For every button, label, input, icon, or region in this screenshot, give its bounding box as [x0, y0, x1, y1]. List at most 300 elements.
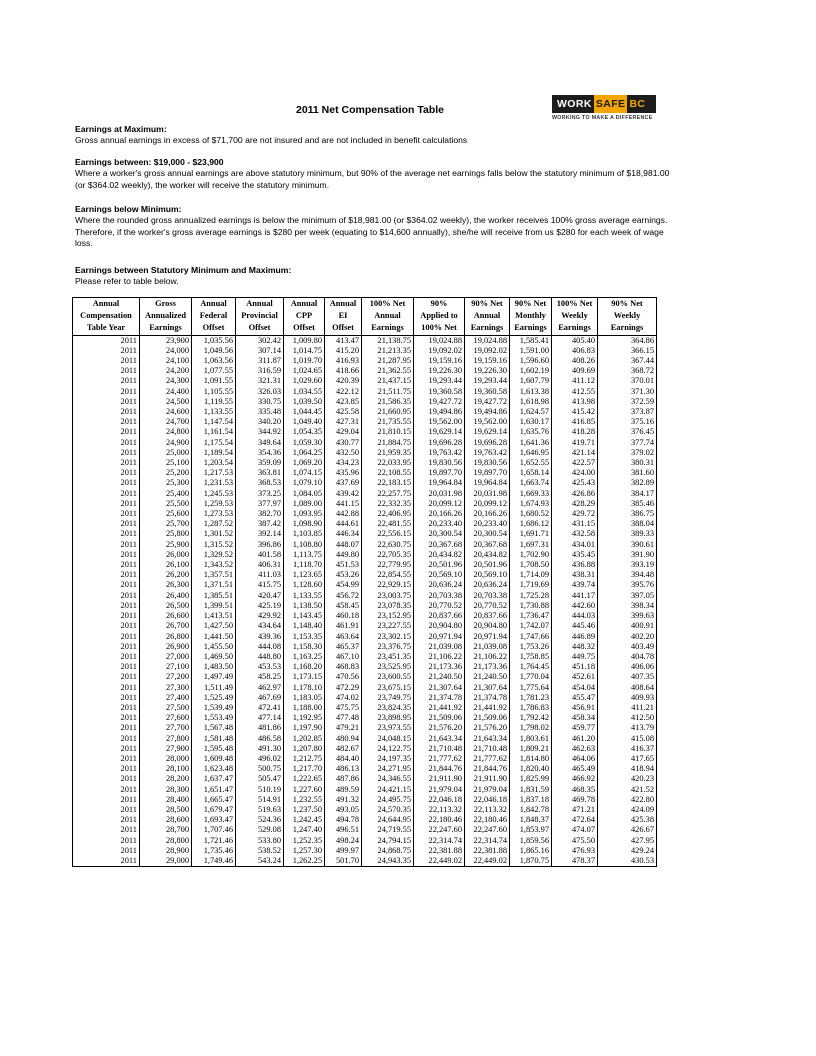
table-row — [73, 529, 657, 539]
table-cell: 462.97 — [236, 683, 284, 693]
table-cell: 1,686.12 — [510, 519, 552, 529]
table-cell: 27,000 — [140, 652, 192, 662]
table-cell: 20,837.66 — [465, 611, 510, 621]
table-cell: 20,501.96 — [465, 560, 510, 570]
table-cell: 1,469.50 — [192, 652, 236, 662]
table-cell: 24,100 — [140, 356, 192, 366]
table-cell: 19,494.86 — [414, 407, 465, 417]
table-cell: 21,509.06 — [465, 713, 510, 723]
table-cell: 20,367.68 — [465, 540, 510, 550]
table-cell: 2011 — [73, 764, 140, 774]
table-cell: 2011 — [73, 744, 140, 754]
column-header-line: Offset — [248, 323, 271, 333]
table-cell: 23,003.75 — [362, 591, 414, 601]
table-cell: 382.70 — [236, 509, 284, 519]
table-cell: 22,180.46 — [465, 815, 510, 825]
table-cell: 21,884.75 — [362, 438, 414, 448]
table-cell: 2011 — [73, 478, 140, 488]
table-cell: 23,824.35 — [362, 703, 414, 713]
table-cell: 1,089.00 — [284, 499, 325, 509]
table-cell: 2011 — [73, 662, 140, 672]
section-heading: Earnings between: $19,000 - $23,900 — [75, 157, 224, 167]
table-cell: 480.94 — [325, 734, 362, 744]
table-cell: 1,609.48 — [192, 754, 236, 764]
table-cell: 429.92 — [236, 611, 284, 621]
table-row — [73, 662, 657, 672]
table-cell: 26,500 — [140, 601, 192, 611]
table-cell: 21,039.08 — [465, 642, 510, 652]
table-row — [73, 642, 657, 652]
table-cell: 377.74 — [598, 438, 657, 448]
table-row — [73, 550, 657, 560]
table-cell: 1,163.25 — [284, 652, 325, 662]
table-cell: 21,509.06 — [414, 713, 465, 723]
table-cell: 21,844.76 — [465, 764, 510, 774]
table-cell: 23,600.55 — [362, 672, 414, 682]
section-text: Please refer to table below. — [75, 276, 179, 287]
table-cell: 1,798.02 — [510, 723, 552, 733]
table-cell: 1,831.59 — [510, 785, 552, 795]
table-cell: 21,911.90 — [414, 774, 465, 784]
table-cell: 424.09 — [598, 805, 657, 815]
table-cell: 1,343.52 — [192, 560, 236, 570]
table-cell: 1,413.51 — [192, 611, 236, 621]
table-cell: 1,113.75 — [284, 550, 325, 560]
table-cell: 23,973.55 — [362, 723, 414, 733]
table-cell: 1,059.30 — [284, 438, 325, 448]
table-cell: 2011 — [73, 550, 140, 560]
table-cell: 1,786.83 — [510, 703, 552, 713]
table-cell: 448.32 — [552, 642, 598, 652]
table-cell: 499.97 — [325, 846, 362, 856]
table-cell: 1,719.69 — [510, 580, 552, 590]
table-cell: 437.69 — [325, 478, 362, 488]
table-cell: 366.15 — [598, 346, 657, 356]
table-cell: 1,663.74 — [510, 478, 552, 488]
section-text: Where a worker's gross annual earnings are above statutory minimum, but 90% of the average net earnings falls below the statutory minimum of $18,981.00 (or $364.02 weekly), the worker will receive the statutory minimum. — [75, 168, 670, 190]
column-header-line: CPP — [295, 311, 313, 321]
table-row — [73, 397, 657, 407]
table-cell: 29,000 — [140, 856, 192, 867]
table-cell: 429.24 — [598, 846, 657, 856]
table-cell: 446.34 — [325, 529, 362, 539]
table-cell: 519.63 — [236, 805, 284, 815]
table-cell: 1,197.90 — [284, 723, 325, 733]
table-cell: 28,100 — [140, 764, 192, 774]
table-cell: 448.07 — [325, 540, 362, 550]
table-cell: 24,421.15 — [362, 785, 414, 795]
table-cell: 19,897.70 — [465, 468, 510, 478]
table-cell: 25,900 — [140, 540, 192, 550]
table-cell: 420.39 — [325, 376, 362, 386]
table-cell: 1,044.45 — [284, 407, 325, 417]
table-cell: 1,105.55 — [192, 387, 236, 397]
table-cell: 21,374.78 — [414, 693, 465, 703]
table-cell: 24,000 — [140, 346, 192, 356]
table-cell: 19,763.42 — [465, 448, 510, 458]
table-cell: 385.46 — [598, 499, 657, 509]
table-cell: 458.45 — [325, 601, 362, 611]
table-cell: 26,700 — [140, 621, 192, 631]
table-cell: 439.42 — [325, 489, 362, 499]
table-cell: 444.08 — [236, 642, 284, 652]
table-cell: 22,247.60 — [465, 825, 510, 835]
table-row — [73, 764, 657, 774]
table-cell: 2011 — [73, 601, 140, 611]
table-cell: 22,257.75 — [362, 489, 414, 499]
table-cell: 463.64 — [325, 632, 362, 642]
table-cell: 25,200 — [140, 468, 192, 478]
table-cell: 21,710.48 — [414, 744, 465, 754]
table-cell: 22,406.95 — [362, 509, 414, 519]
table-cell: 1,708.50 — [510, 560, 552, 570]
logo-tagline: WORKING TO MAKE A DIFFERENCE — [552, 115, 653, 121]
column-header-line: Annual — [374, 311, 401, 321]
table-cell: 1,865.16 — [510, 846, 552, 856]
column-header-line: Earnings — [470, 323, 504, 333]
column-header-line: 100% Net — [369, 299, 406, 308]
table-cell: 26,300 — [140, 580, 192, 590]
table-cell: 24,600 — [140, 407, 192, 417]
table-cell: 2011 — [73, 611, 140, 621]
table-cell: 21,660.95 — [362, 407, 414, 417]
table-cell: 406.31 — [236, 560, 284, 570]
table-cell: 444.03 — [552, 611, 598, 621]
table-cell: 2011 — [73, 693, 140, 703]
table-cell: 1,497.49 — [192, 672, 236, 682]
table-cell: 373.25 — [236, 489, 284, 499]
column-header-line: 90% Net — [611, 299, 643, 308]
table-cell: 1,525.49 — [192, 693, 236, 703]
table-cell: 19,360.58 — [465, 387, 510, 397]
table-cell: 2011 — [73, 785, 140, 795]
table-cell: 399.63 — [598, 611, 657, 621]
table-cell: 413.47 — [325, 335, 362, 346]
column-header — [362, 298, 414, 336]
table-cell: 411.21 — [598, 703, 657, 713]
column-header-line: Annualized — [145, 311, 186, 321]
table-cell: 478.37 — [552, 856, 598, 867]
table-cell: 409.69 — [552, 366, 598, 376]
column-header — [325, 298, 362, 336]
table-cell: 2011 — [73, 540, 140, 550]
table-cell: 371.30 — [598, 387, 657, 397]
column-header — [598, 298, 657, 336]
table-cell: 26,200 — [140, 570, 192, 580]
table-cell: 380.31 — [598, 458, 657, 468]
table-cell: 1,781.23 — [510, 693, 552, 703]
table-cell: 21,576.20 — [465, 723, 510, 733]
table-cell: 475.75 — [325, 703, 362, 713]
table-row — [73, 856, 657, 867]
table-cell: 21,576.20 — [414, 723, 465, 733]
table-cell: 460.18 — [325, 611, 362, 621]
table-row — [73, 387, 657, 397]
column-header — [284, 298, 325, 336]
table-cell: 23,451.35 — [362, 652, 414, 662]
table-cell: 23,078.35 — [362, 601, 414, 611]
table-cell: 2011 — [73, 489, 140, 499]
table-cell: 1,665.47 — [192, 795, 236, 805]
table-cell: 435.45 — [552, 550, 598, 560]
table-cell: 24,300 — [140, 376, 192, 386]
column-header — [236, 298, 284, 336]
table-cell: 25,800 — [140, 529, 192, 539]
table-cell: 23,302.15 — [362, 632, 414, 642]
table-cell: 1,231.53 — [192, 478, 236, 488]
table-cell: 25,500 — [140, 499, 192, 509]
table-cell: 19,629.14 — [465, 427, 510, 437]
table-cell: 394.48 — [598, 570, 657, 580]
table-cell: 20,569.10 — [465, 570, 510, 580]
table-cell: 439.36 — [236, 632, 284, 642]
table-cell: 464.06 — [552, 754, 598, 764]
table-cell: 20,703.38 — [414, 591, 465, 601]
table-cell: 1,077.55 — [192, 366, 236, 376]
table-cell: 24,200 — [140, 366, 192, 376]
table-cell: 2011 — [73, 774, 140, 784]
table-cell: 415.20 — [325, 346, 362, 356]
table-cell: 1,581.48 — [192, 734, 236, 744]
table-row — [73, 805, 657, 815]
table-cell: 2011 — [73, 642, 140, 652]
table-cell: 489.59 — [325, 785, 362, 795]
table-cell: 21,586.35 — [362, 397, 414, 407]
table-cell: 1,245.53 — [192, 489, 236, 499]
table-cell: 446.89 — [552, 632, 598, 642]
column-header-line: Annual — [200, 299, 227, 308]
table-cell: 1,693.47 — [192, 815, 236, 825]
table-cell: 471.21 — [552, 805, 598, 815]
table-cell: 1,074.15 — [284, 468, 325, 478]
table-cell: 479.21 — [325, 723, 362, 733]
table-cell: 465.49 — [552, 764, 598, 774]
table-cell: 24,271.95 — [362, 764, 414, 774]
table-cell: 1,679.47 — [192, 805, 236, 815]
table-row — [73, 836, 657, 846]
table-row — [73, 509, 657, 519]
table-cell: 424.00 — [552, 468, 598, 478]
table-cell: 453.26 — [325, 570, 362, 580]
section-earnings-at-maximum — [75, 124, 675, 147]
table-cell: 20,971.94 — [465, 632, 510, 642]
table-cell: 28,500 — [140, 805, 192, 815]
logo-bc-text: BC — [629, 98, 646, 110]
table-cell: 20,367.68 — [414, 540, 465, 550]
table-cell: 368.53 — [236, 478, 284, 488]
table-cell: 429.04 — [325, 427, 362, 437]
table-cell: 311.87 — [236, 356, 284, 366]
table-cell: 2011 — [73, 723, 140, 733]
table-cell: 1,702.90 — [510, 550, 552, 560]
table-cell: 372.59 — [598, 397, 657, 407]
table-cell: 354.36 — [236, 448, 284, 458]
table-cell: 22,854.55 — [362, 570, 414, 580]
table-row — [73, 417, 657, 427]
table-row — [73, 611, 657, 621]
table-row — [73, 448, 657, 458]
table-cell: 19,293.44 — [465, 376, 510, 386]
column-header-line: Applied to — [420, 311, 458, 321]
table-cell: 1,385.51 — [192, 591, 236, 601]
table-cell: 421.14 — [552, 448, 598, 458]
table-cell: 425.43 — [552, 478, 598, 488]
table-cell: 1,674.93 — [510, 499, 552, 509]
table-cell: 434.64 — [236, 621, 284, 631]
table-cell: 24,900 — [140, 438, 192, 448]
table-row — [73, 438, 657, 448]
table-cell: 1,189.54 — [192, 448, 236, 458]
table-cell: 514.91 — [236, 795, 284, 805]
table-cell: 21,138.75 — [362, 335, 414, 346]
table-cell: 469.78 — [552, 795, 598, 805]
table-cell: 393.19 — [598, 560, 657, 570]
table-row — [73, 632, 657, 642]
table-cell: 20,031.98 — [465, 489, 510, 499]
table-cell: 21,735.55 — [362, 417, 414, 427]
table-cell: 28,700 — [140, 825, 192, 835]
table-cell: 20,501.96 — [414, 560, 465, 570]
table-cell: 451.53 — [325, 560, 362, 570]
table-cell: 472.29 — [325, 683, 362, 693]
table-cell: 1,315.52 — [192, 540, 236, 550]
table-cell: 422.80 — [598, 795, 657, 805]
net-compensation-table — [72, 297, 657, 867]
table-cell: 2011 — [73, 734, 140, 744]
table-cell: 1,399.51 — [192, 601, 236, 611]
table-cell: 340.20 — [236, 417, 284, 427]
table-row — [73, 499, 657, 509]
table-cell: 19,562.00 — [414, 417, 465, 427]
table-cell: 19,360.58 — [414, 387, 465, 397]
column-header-line: Earnings — [514, 323, 547, 333]
table-cell: 2011 — [73, 438, 140, 448]
table-cell: 467.10 — [325, 652, 362, 662]
table-cell: 2011 — [73, 529, 140, 539]
table-cell: 1,064.25 — [284, 448, 325, 458]
column-header-line: EI — [338, 311, 348, 321]
table-cell: 2011 — [73, 509, 140, 519]
table-cell: 19,293.44 — [414, 376, 465, 386]
table-cell: 24,500 — [140, 397, 192, 407]
table-cell: 1,567.48 — [192, 723, 236, 733]
table-cell: 22,381.88 — [414, 846, 465, 856]
table-row — [73, 346, 657, 356]
column-header-line: Table Year — [86, 323, 126, 333]
table-cell: 510.19 — [236, 785, 284, 795]
table-cell: 491.32 — [325, 795, 362, 805]
table-cell: 307.14 — [236, 346, 284, 356]
table-cell: 1,035.56 — [192, 335, 236, 346]
table-row — [73, 774, 657, 784]
table-cell: 400.91 — [598, 621, 657, 631]
table-cell: 422.12 — [325, 387, 362, 397]
section-text: Where the rounded gross annualized earnings is below the minimum of $18,981.00 (or $364.02 weekly), the worker receives 100% gross average earnings. Therefore, if the worker's gross average earnings is $280 per week (equating to $14,600 annually), she/he will receive from us $280 for each week of wage loss. — [75, 215, 668, 248]
table-cell: 24,346.55 — [362, 774, 414, 784]
table-cell: 21,362.55 — [362, 366, 414, 376]
table-cell: 20,636.24 — [414, 580, 465, 590]
table-cell: 533.80 — [236, 836, 284, 846]
table-cell: 475.50 — [552, 836, 598, 846]
column-header — [510, 298, 552, 336]
table-cell: 470.56 — [325, 672, 362, 682]
table-cell: 1,725.28 — [510, 591, 552, 601]
table-cell: 2011 — [73, 652, 140, 662]
table-cell: 19,427.72 — [465, 397, 510, 407]
table-cell: 496.02 — [236, 754, 284, 764]
table-cell: 408.64 — [598, 683, 657, 693]
table-cell: 21,710.48 — [465, 744, 510, 754]
table-cell: 1,207.80 — [284, 744, 325, 754]
table-cell: 448.80 — [236, 652, 284, 662]
table-cell: 426.86 — [552, 489, 598, 499]
table-cell: 20,300.54 — [414, 529, 465, 539]
table-cell: 428.29 — [552, 499, 598, 509]
table-cell: 21,511.75 — [362, 387, 414, 397]
table-cell: 22,108.55 — [362, 468, 414, 478]
table-row — [73, 458, 657, 468]
table-cell: 27,400 — [140, 693, 192, 703]
table-cell: 21,643.34 — [465, 734, 510, 744]
table-cell: 1,697.31 — [510, 540, 552, 550]
table-cell: 21,173.36 — [414, 662, 465, 672]
table-cell: 472.41 — [236, 703, 284, 713]
table-row — [73, 468, 657, 478]
table-cell: 491.30 — [236, 744, 284, 754]
table-cell: 28,000 — [140, 754, 192, 764]
table-cell: 2011 — [73, 713, 140, 723]
table-cell: 22,929.15 — [362, 580, 414, 590]
table-cell: 1,273.53 — [192, 509, 236, 519]
table-cell: 1,173.15 — [284, 672, 325, 682]
table-cell: 2011 — [73, 335, 140, 346]
table-cell: 370.01 — [598, 376, 657, 386]
table-cell: 21,979.04 — [465, 785, 510, 795]
table-cell: 430.77 — [325, 438, 362, 448]
table-cell: 21,441.92 — [414, 703, 465, 713]
table-cell: 1,287.52 — [192, 519, 236, 529]
table-cell: 1,753.26 — [510, 642, 552, 652]
column-header-line: Provincial — [241, 311, 278, 321]
table-cell: 22,779.95 — [362, 560, 414, 570]
table-cell: 1,262.25 — [284, 856, 325, 867]
table-cell: 22,314.74 — [465, 836, 510, 846]
table-cell: 24,943.35 — [362, 856, 414, 867]
table-cell: 1,758.85 — [510, 652, 552, 662]
table-cell: 1,721.46 — [192, 836, 236, 846]
column-header-line: Monthly — [515, 311, 546, 321]
table-cell: 335.48 — [236, 407, 284, 417]
table-cell: 21,106.22 — [465, 652, 510, 662]
table-cell: 454.99 — [325, 580, 362, 590]
table-cell: 441.15 — [325, 499, 362, 509]
table-cell: 429.72 — [552, 509, 598, 519]
table-cell: 442.60 — [552, 601, 598, 611]
table-cell: 1,227.60 — [284, 785, 325, 795]
table-cell: 476.93 — [552, 846, 598, 856]
table-cell: 364.86 — [598, 335, 657, 346]
table-cell: 431.15 — [552, 519, 598, 529]
table-cell: 21,039.08 — [414, 642, 465, 652]
table-row — [73, 540, 657, 550]
table-cell: 377.97 — [236, 499, 284, 509]
table-cell: 19,226.30 — [414, 366, 465, 376]
table-cell: 421.52 — [598, 785, 657, 795]
table-cell: 430.53 — [598, 856, 657, 867]
column-header-line: Weekly — [561, 311, 588, 321]
table-cell: 418.94 — [598, 764, 657, 774]
table-cell: 1,301.52 — [192, 529, 236, 539]
